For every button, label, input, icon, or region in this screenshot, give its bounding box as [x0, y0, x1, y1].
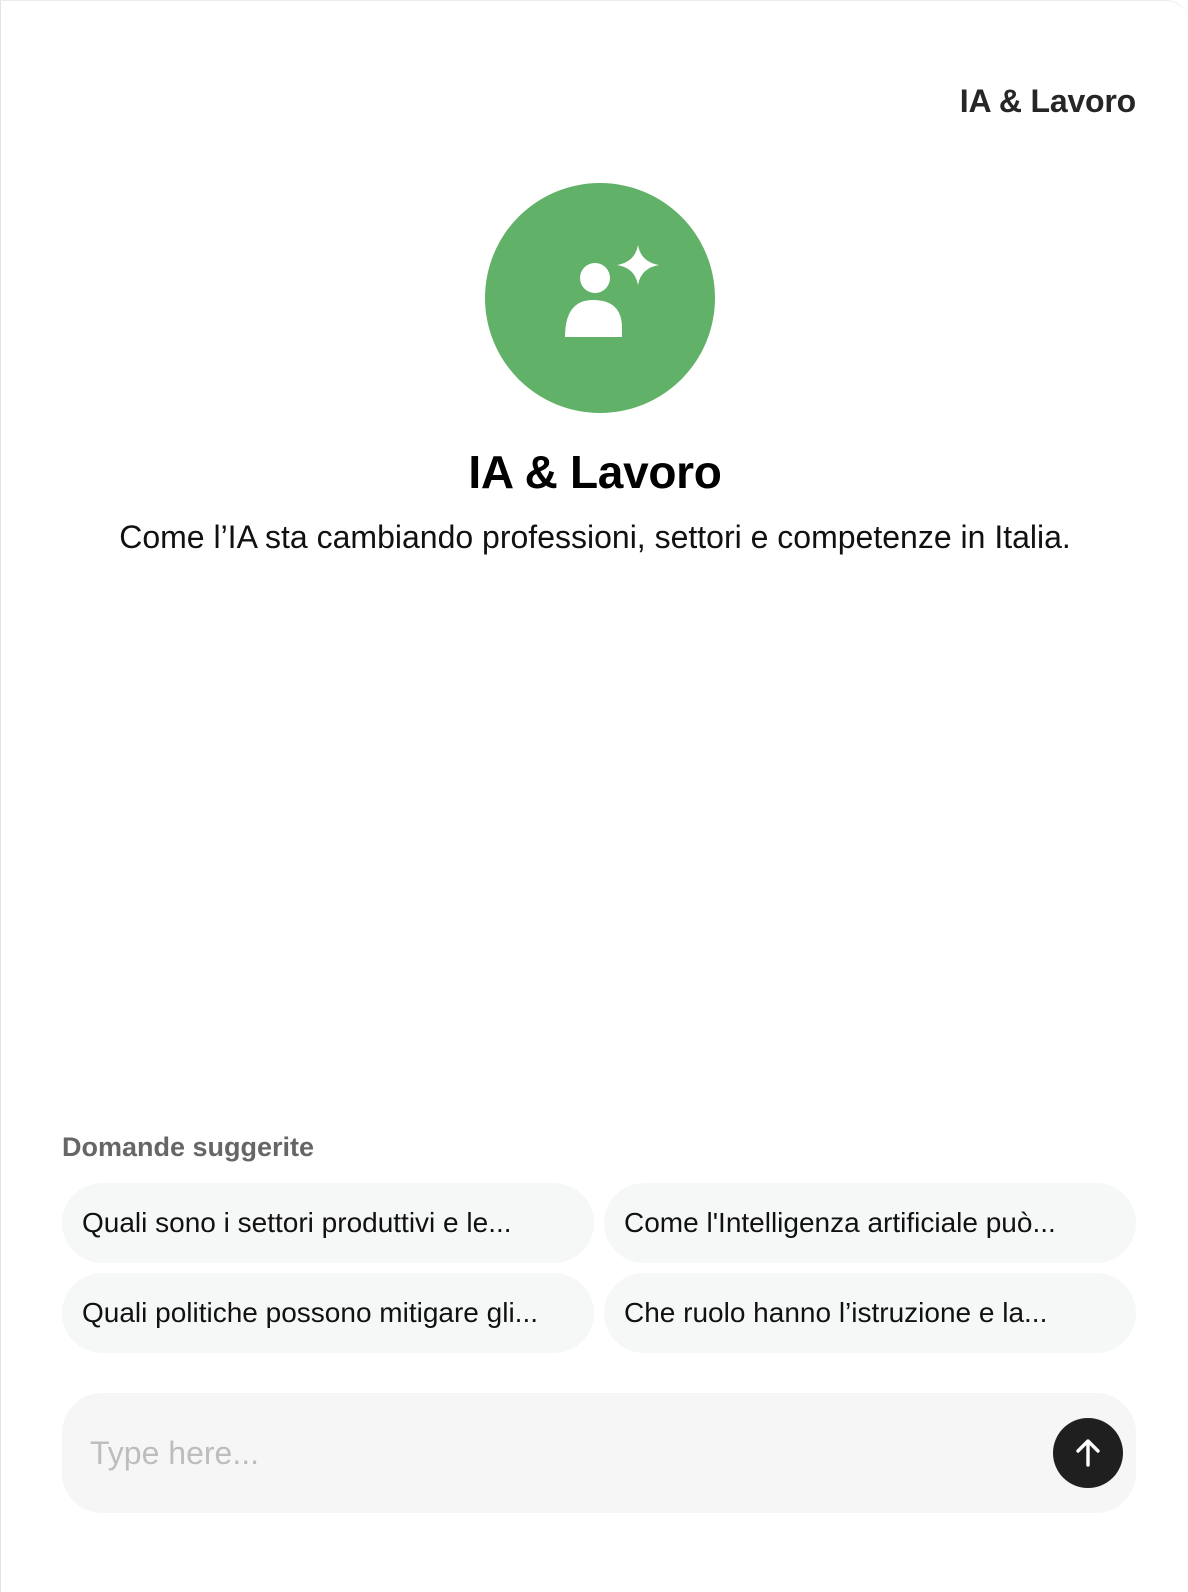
bot-description: Come l’IA sta cambiando professioni, settori e competenze in Italia. [119, 519, 1071, 555]
suggestion-chip[interactable] [604, 1273, 1136, 1353]
header-title: IA & Lavoro [959, 83, 1136, 119]
suggestion-chip[interactable] [62, 1183, 594, 1263]
suggestion-chip-label: Quali politiche possono mitigare gli... [82, 1297, 539, 1328]
suggestion-chip-label: Quali sono i settori produttivi e le... [82, 1207, 512, 1238]
bot-name: IA & Lavoro [468, 446, 722, 498]
suggestion-chip-label: Come l'Intelligenza artificiale può... [624, 1207, 1056, 1238]
arrow-up-icon [1070, 1435, 1106, 1471]
suggestion-chip-label: Che ruolo hanno l’istruzione e la... [624, 1297, 1048, 1328]
suggested-questions-heading: Domande suggerite [62, 1132, 315, 1162]
bot-avatar [485, 183, 715, 413]
person-sparkle-icon [485, 183, 715, 413]
send-button[interactable] [1053, 1418, 1123, 1488]
message-composer [62, 1393, 1136, 1513]
message-input[interactable] [90, 1393, 990, 1513]
suggestion-chip[interactable] [604, 1183, 1136, 1263]
suggestion-chip[interactable] [62, 1273, 594, 1353]
